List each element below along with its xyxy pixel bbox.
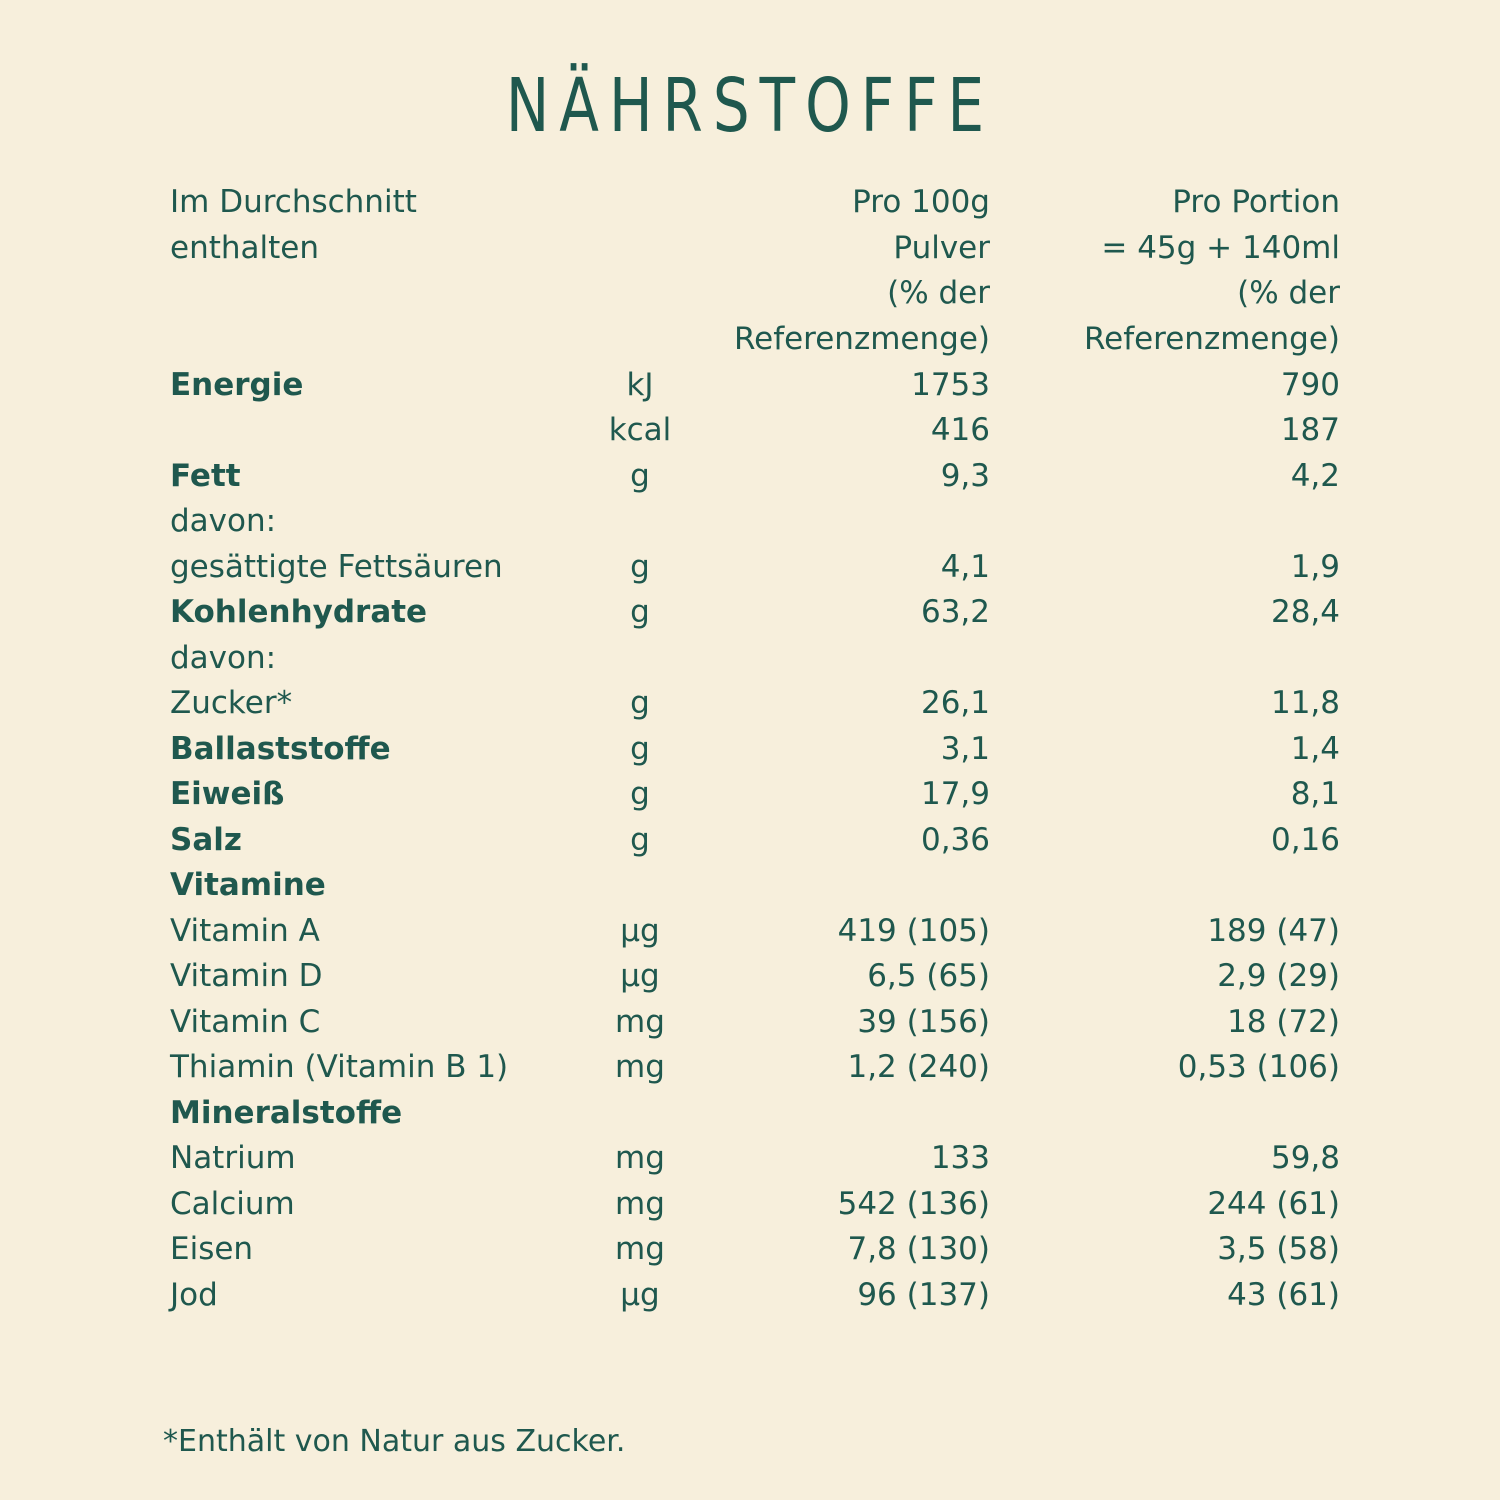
row-value-portion: 0,53 (106) (1177, 1049, 1340, 1086)
row-value-per100g: 133 (930, 1140, 990, 1177)
table-row (170, 863, 1340, 909)
row-unit: µg (620, 958, 660, 995)
row-label: Salz (170, 821, 242, 858)
row-label: Vitamin A (170, 912, 320, 949)
table-row (170, 1090, 1340, 1136)
header-line: Referenzmenge) (1083, 320, 1340, 357)
row-value-per100g: 6,5 (65) (867, 958, 990, 995)
row-value-per100g: 96 (137) (857, 1276, 990, 1313)
table-row (170, 908, 1340, 954)
row-value-portion: 28,4 (1270, 594, 1340, 631)
row-unit: g (630, 730, 650, 767)
row-value-per100g: 7,8 (130) (847, 1231, 990, 1268)
row-unit: mg (615, 1140, 665, 1177)
table-row (170, 453, 1340, 499)
row-value-per100g: 542 (136) (837, 1185, 990, 1222)
row-unit: g (630, 821, 650, 858)
row-label: Eiweiß (170, 776, 285, 813)
table-row (170, 1272, 1340, 1318)
header-line: (% der (887, 275, 990, 311)
row-label: Vitamine (170, 867, 326, 904)
row-label: Mineralstoffe (170, 1094, 403, 1131)
row-label: Vitamin D (170, 958, 323, 995)
table-row (170, 999, 1340, 1045)
row-value-per100g: 3,1 (940, 730, 990, 767)
table-row (170, 726, 1340, 772)
table-row (170, 408, 1340, 454)
row-value-per100g: 0,36 (920, 821, 990, 858)
row-unit: µg (620, 1276, 660, 1313)
row-label: Jod (170, 1276, 218, 1313)
header-line: Pro 100g (852, 184, 990, 220)
row-label: davon: (170, 503, 277, 540)
table-header (170, 180, 1340, 362)
row-value-per100g: 1753 (911, 366, 990, 403)
row-unit: g (630, 685, 650, 722)
row-label: Vitamin C (170, 1003, 321, 1040)
row-value-per100g: 4,1 (940, 548, 990, 585)
row-value-per100g: 63,2 (920, 594, 990, 631)
row-value-per100g: 17,9 (920, 776, 990, 813)
header-per-100g (680, 180, 990, 362)
table-row (170, 1181, 1340, 1227)
header-average-contained (170, 180, 680, 362)
row-unit: g (630, 457, 650, 494)
row-label: Zucker* (170, 685, 293, 722)
row-label: Ballaststoffe (170, 730, 391, 767)
nutrition-table (170, 180, 1340, 1318)
row-label: Calcium (170, 1185, 295, 1222)
row-label: Thiamin (Vitamin B 1) (170, 1049, 509, 1086)
row-value-per100g: 39 (156) (857, 1003, 990, 1040)
table-row (170, 635, 1340, 681)
row-unit: g (630, 776, 650, 813)
table-row (170, 954, 1340, 1000)
row-unit: mg (615, 1185, 665, 1222)
row-value-portion: 43 (61) (1227, 1276, 1340, 1313)
header-per-portion (990, 180, 1340, 362)
row-unit: mg (615, 1003, 665, 1040)
row-value-portion: 0,16 (1270, 821, 1340, 858)
row-unit: kJ (626, 366, 654, 403)
row-label: gesättigte Fettsäuren (170, 548, 503, 585)
table-row (170, 1136, 1340, 1182)
header-line: (% der (1237, 275, 1340, 311)
header-line: Referenzmenge) (733, 320, 990, 357)
row-unit: mg (615, 1049, 665, 1086)
row-value-per100g: 9,3 (940, 457, 990, 494)
row-label: Kohlenhydrate (170, 594, 428, 631)
row-value-portion: 18 (72) (1227, 1003, 1340, 1040)
row-value-portion: 8,1 (1290, 776, 1340, 813)
row-value-per100g: 26,1 (920, 685, 990, 722)
row-unit: mg (615, 1231, 665, 1268)
row-unit: µg (620, 912, 660, 949)
table-row (170, 1045, 1340, 1091)
row-value-portion: 2,9 (29) (1217, 958, 1340, 995)
row-label: Energie (170, 366, 304, 403)
table-row (170, 544, 1340, 590)
row-label: Eisen (170, 1231, 254, 1268)
footnote: *Enthält von Natur aus Zucker. (163, 1424, 626, 1459)
header-line: Pulver (893, 229, 990, 266)
row-value-per100g: 1,2 (240) (847, 1049, 990, 1086)
row-value-portion: 11,8 (1270, 685, 1340, 722)
row-value-portion: 790 (1280, 366, 1340, 403)
row-value-portion: 3,5 (58) (1217, 1231, 1340, 1268)
row-value-portion: 59,8 (1270, 1140, 1340, 1177)
row-unit: kcal (608, 412, 672, 449)
header-line: enthalten (170, 229, 320, 266)
row-label: Fett (170, 457, 241, 494)
table-row (170, 1227, 1340, 1273)
row-label: Natrium (170, 1140, 296, 1177)
table-row (170, 499, 1340, 545)
table-row (170, 772, 1340, 818)
row-unit: g (630, 548, 650, 585)
row-value-per100g: 419 (105) (837, 912, 990, 949)
table-row (170, 590, 1340, 636)
header-line: Im Durchschnitt (170, 184, 417, 220)
table-row (170, 681, 1340, 727)
row-value-portion: 189 (47) (1207, 912, 1340, 949)
table-row (170, 362, 1340, 408)
table-row (170, 817, 1340, 863)
header-line: Pro Portion (1172, 184, 1340, 220)
row-value-portion: 187 (1280, 412, 1340, 449)
table-body (170, 362, 1340, 1318)
row-value-portion: 244 (61) (1207, 1185, 1340, 1222)
row-value-per100g: 416 (930, 412, 990, 449)
row-value-portion: 1,4 (1290, 730, 1340, 767)
row-unit: g (630, 594, 650, 631)
row-value-portion: 1,9 (1290, 548, 1340, 585)
header-line: = 45g + 140ml (1101, 229, 1340, 266)
row-value-portion: 4,2 (1290, 457, 1340, 494)
page-title: NÄHRSTOFFE (505, 62, 995, 150)
row-label: davon: (170, 639, 277, 676)
